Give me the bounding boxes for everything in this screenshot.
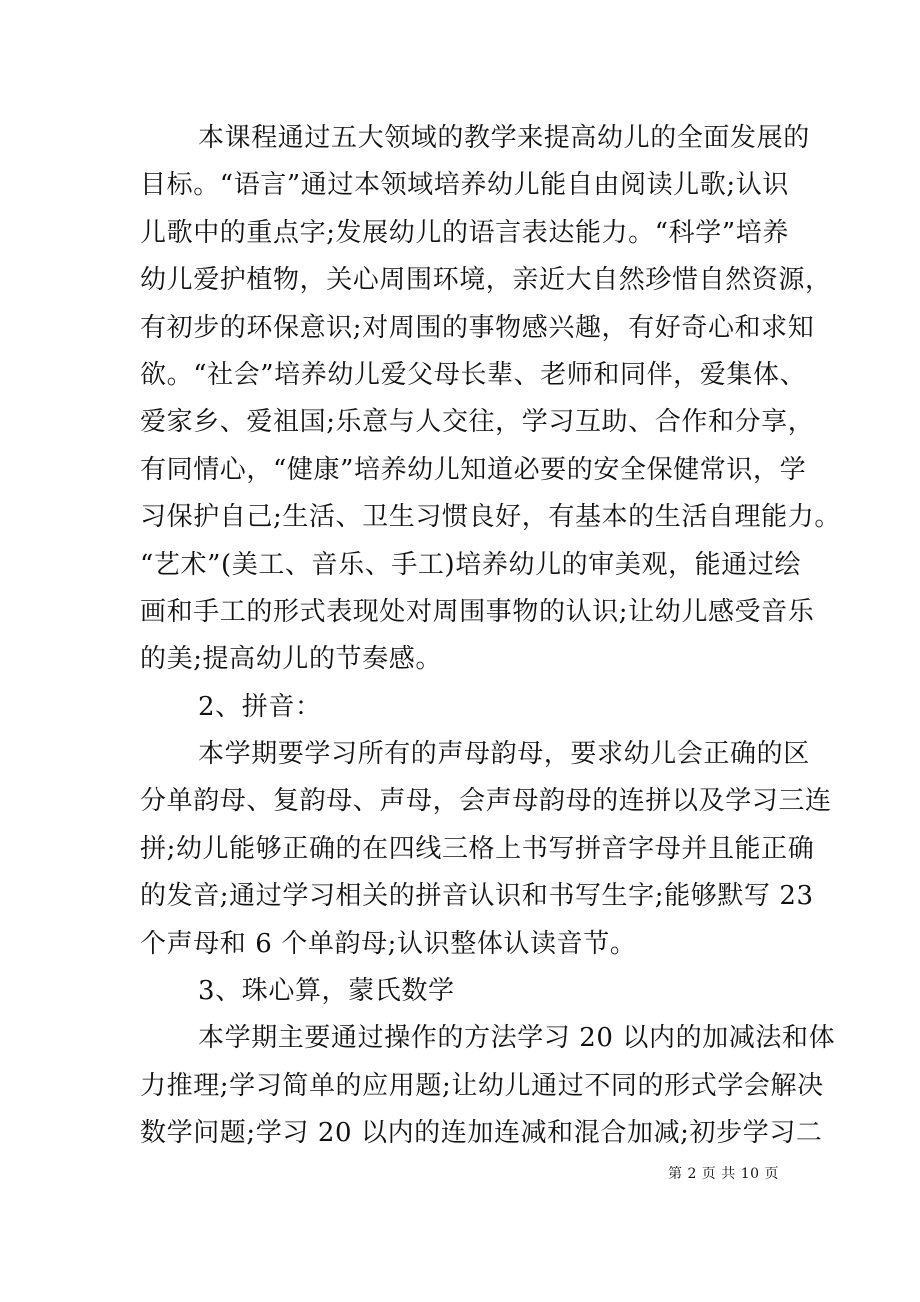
text-line: 习保护自己;生活、卫生习惯良好，有基本的生活自理能力。: [140, 502, 841, 533]
text-line: 拼;幼儿能够正确的在四线三格上书写拼音字母并且能正确: [140, 833, 815, 864]
section-heading: 3、珠心算，蒙氏数学: [198, 976, 455, 1007]
page-number-footer: 第 2 页 共 10 页: [668, 1166, 779, 1182]
text-line: 本学期要学习所有的声母韵母，要求幼儿会正确的区: [198, 739, 810, 770]
text-line: 力推理;学习简单的应用题;让幼儿通过不同的形式学会解决: [140, 1070, 824, 1101]
text-line: 本学期主要通过操作的方法学习 20 以内的加减法和体: [198, 1023, 836, 1054]
text-line: 儿歌中的重点字;发展幼儿的语言表达能力。“科学”培养: [140, 217, 789, 248]
text-line: 的发音;通过学习相关的拼音认识和书写生字;能够默写 23: [140, 881, 814, 912]
text-line: 目标。“语言”通过本领域培养幼儿能自由阅读儿歌;认识: [140, 170, 789, 201]
text-line: 的美;提高幼儿的节奏感。: [140, 644, 442, 675]
text-line: 分单韵母、复韵母、声母，会声母韵母的连拼以及学习三连: [140, 786, 832, 817]
text-line: 有初步的环保意识;对周围的事物感兴趣，有好奇心和求知: [140, 312, 815, 343]
text-line: 有同情心，“健康”培养幼儿知道必要的安全保健常识，学: [140, 454, 807, 485]
body-text: [140, 115, 841, 1158]
text-line: 画和手工的形式表现处对周围事物的认识;让幼儿感受音乐: [140, 596, 815, 627]
text-line: 数学问题;学习 20 以内的连加连减和混合加减;初步学习二: [140, 1118, 823, 1149]
text-line: 本课程通过五大领域的教学来提高幼儿的全面发展的: [198, 123, 810, 153]
text-line: “艺术”(美工、音乐、手工)培养幼儿的审美观，能通过绘: [140, 549, 802, 580]
section-heading: 2、拼音：: [198, 691, 322, 722]
text-line: 幼儿爱护植物，关心周围环境，亲近大自然珍惜自然资源，: [140, 265, 832, 296]
text-line: 个声母和 6 个单韵母;认识整体认读音节。: [140, 928, 637, 959]
text-line: 欲。“社会”培养幼儿爱父母长辈、老师和同伴，爱集体、: [140, 359, 807, 390]
text-line: 爱家乡、爱祖国;乐意与人交往，学习互助、合作和分享，: [140, 407, 815, 438]
